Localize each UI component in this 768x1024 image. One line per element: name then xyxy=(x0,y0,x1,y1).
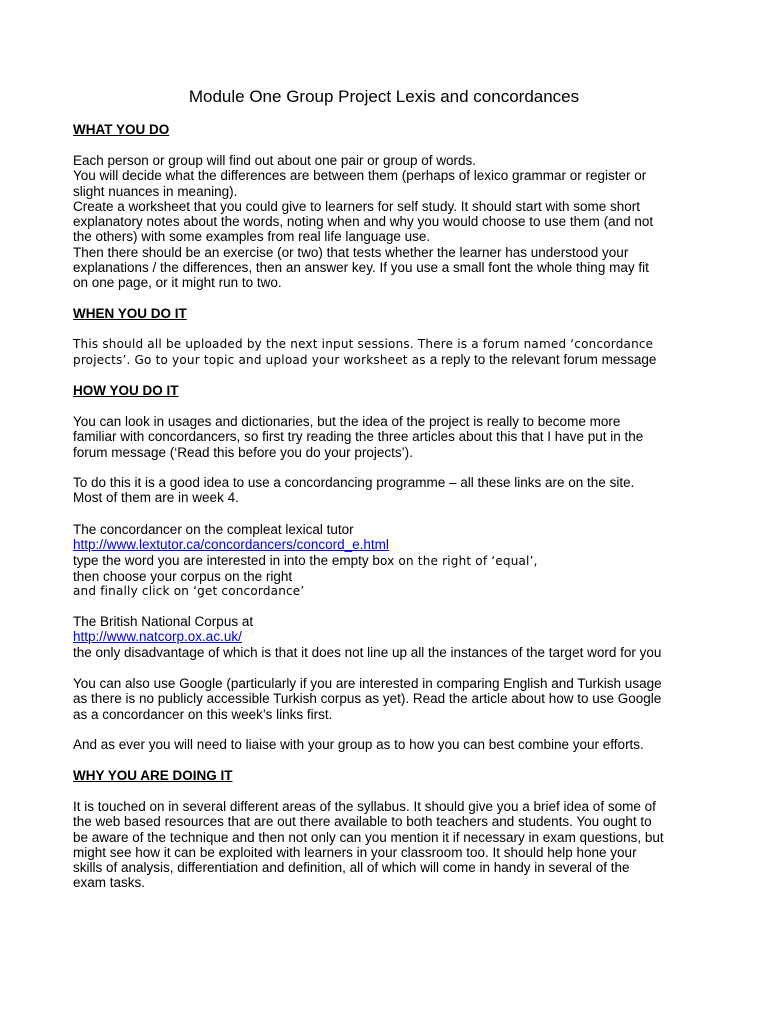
text-run: a reply to the relevant forum message xyxy=(429,352,657,368)
text-line: familiar with concordancers, so first try reading the three articles about this that I have put in the xyxy=(73,429,644,445)
text-line: skills of analysis, differentiation and definition, all of which will come in handy in several of the xyxy=(73,860,630,876)
text-line: as there is no publicly accessible Turkish corpus as yet). Read the article about how to use Google xyxy=(73,691,662,707)
text-line: explanations / the differences, then an answer key. If you use a small font the whole thing may fit xyxy=(73,260,649,276)
text-line: the others) with some examples from real life language use. xyxy=(73,229,431,245)
text-line: You will decide what the differences are between them (perhaps of lexico grammar or register or xyxy=(73,168,647,184)
when-you-do-it-paragraph xyxy=(73,337,713,369)
text-run: type the word you are interested in into the empty b xyxy=(73,552,380,568)
heading-how-you-do-it: HOW YOU DO IT xyxy=(73,383,179,398)
text-line xyxy=(73,352,713,368)
how-paragraph-liaise xyxy=(73,737,713,752)
text-line: slight nuances in meaning). xyxy=(73,183,238,199)
text-line: Most of them are in week 4. xyxy=(73,490,239,506)
text-line: as a concordancer on this week’s links first. xyxy=(73,706,333,722)
lextutor-link[interactable]: http://www.lextutor.ca/concordancers/concord_e.html xyxy=(73,537,389,553)
text-line: forum message (‘Read this before you do your projects’). xyxy=(73,444,413,460)
how-paragraph-lextutor xyxy=(73,522,713,599)
text-line: the only disadvantage of which is that it does not line up all the instances of the target word for you xyxy=(73,644,662,660)
text-line: on one page, or it might run to two. xyxy=(73,275,282,291)
text-line: then choose your corpus on the right xyxy=(73,568,293,584)
text-line: might see how it can be exploited with learners in your classroom too. It should help hone your xyxy=(73,844,637,860)
how-paragraph-2 xyxy=(73,475,713,506)
text-line: Each person or group will find out about one pair or group of words. xyxy=(73,153,476,168)
how-paragraph-google xyxy=(73,676,713,722)
what-you-do-paragraph xyxy=(73,153,713,291)
text-line: The concordancer on the compleat lexical tutor xyxy=(73,522,354,537)
text-line: This should all be uploaded by the next input sessions. There is a forum named ‘concordance xyxy=(73,337,654,351)
text-line: be aware of the technique and then not only can you mention it if necessary in exam questions, but xyxy=(73,829,664,845)
text-line: And as ever you will need to liaise with your group as to how you can best combine your efforts. xyxy=(73,737,644,752)
text-line: exam tasks. xyxy=(73,875,146,891)
why-paragraph xyxy=(73,799,713,891)
page-title: Module One Group Project Lexis and concordances xyxy=(188,87,580,106)
text-line: You can look in usages and dictionaries, but the idea of the project is really to become more xyxy=(73,414,621,429)
heading-why-you-are-doing-it: WHY YOU ARE DOING IT xyxy=(73,768,233,783)
text-line xyxy=(73,553,713,569)
text-line: You can also use Google (particularly if you are interested in comparing English and Turkish usage xyxy=(73,676,662,691)
text-line: The British National Corpus at xyxy=(73,614,254,629)
text-run: ox on the right of ‘equal’, xyxy=(379,553,538,568)
natcorp-link[interactable]: http://www.natcorp.ox.ac.uk/ xyxy=(73,629,242,645)
text-line: To do this it is a good idea to use a concordancing programme – all these links are on the site. xyxy=(73,475,635,490)
text-run: projects’. Go to your topic and upload your worksheet as xyxy=(73,353,430,368)
text-line: the web based resources that are out there available to both teachers and students. You ought to xyxy=(73,814,652,830)
how-paragraph-1 xyxy=(73,414,713,460)
text-line: explanatory notes about the words, noting when and why you would choose to use them (and not xyxy=(73,214,654,230)
text-line: It is touched on in several different areas of the syllabus. It should give you a brief idea of some of xyxy=(73,799,656,814)
text-line: and finally click on ‘get concordance’ xyxy=(73,584,305,599)
heading-when-you-do-it: WHEN YOU DO IT xyxy=(73,306,187,321)
how-paragraph-bnc xyxy=(73,614,713,660)
text-line: Create a worksheet that you could give to learners for self study. It should start with some short xyxy=(73,198,641,214)
text-line: Then there should be an exercise (or two) that tests whether the learner has understood your xyxy=(73,244,629,260)
heading-what-you-do: WHAT YOU DO xyxy=(73,122,170,137)
